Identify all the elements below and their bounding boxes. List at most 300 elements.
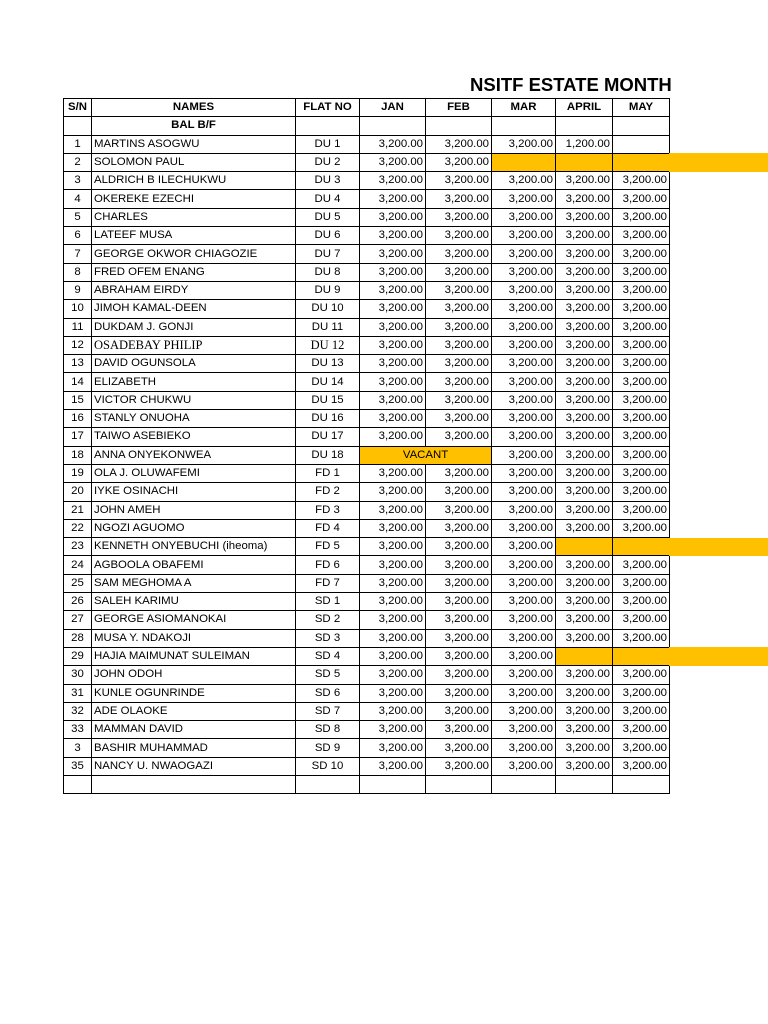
mar-cell[interactable]: 3,200.00 — [492, 538, 556, 556]
name-cell[interactable]: KENNETH ONYEBUCHI (iheoma) — [92, 538, 296, 556]
jan-cell[interactable]: 3,200.00 — [360, 501, 426, 519]
cell[interactable] — [296, 775, 360, 793]
april-cell[interactable]: 3,200.00 — [556, 757, 613, 775]
mar-cell[interactable]: 3,200.00 — [492, 428, 556, 446]
may-cell[interactable]: 3,200.00 — [613, 739, 670, 757]
april-cell[interactable]: 3,200.00 — [556, 263, 613, 281]
may-cell[interactable]: 3,200.00 — [613, 172, 670, 190]
name-cell[interactable]: DUKDAM J. GONJI — [92, 318, 296, 336]
mar-cell[interactable]: 3,200.00 — [492, 757, 556, 775]
sn-cell[interactable]: 19 — [64, 464, 92, 482]
flat-cell[interactable]: DU 18 — [296, 446, 360, 464]
april-cell[interactable]: 3,200.00 — [556, 739, 613, 757]
sn-cell[interactable]: 29 — [64, 647, 92, 665]
mar-cell[interactable]: 3,200.00 — [492, 391, 556, 409]
flat-cell[interactable]: SD 2 — [296, 611, 360, 629]
cell[interactable] — [492, 117, 556, 135]
mar-cell[interactable]: 3,200.00 — [492, 227, 556, 245]
sn-cell[interactable]: 12 — [64, 336, 92, 354]
col-header-flat[interactable]: FLAT NO — [296, 99, 360, 117]
jan-cell[interactable]: 3,200.00 — [360, 190, 426, 208]
mar-cell[interactable]: 3,200.00 — [492, 190, 556, 208]
jan-cell[interactable]: 3,200.00 — [360, 355, 426, 373]
may-cell[interactable]: 3,200.00 — [613, 501, 670, 519]
jan-cell[interactable]: 3,200.00 — [360, 227, 426, 245]
flat-cell[interactable]: DU 8 — [296, 263, 360, 281]
feb-cell[interactable]: 3,200.00 — [426, 629, 492, 647]
sn-cell[interactable]: 21 — [64, 501, 92, 519]
mar-cell[interactable]: 3,200.00 — [492, 172, 556, 190]
may-cell[interactable]: 3,200.00 — [613, 629, 670, 647]
cell[interactable] — [426, 775, 492, 793]
flat-cell[interactable]: SD 5 — [296, 666, 360, 684]
sn-cell[interactable]: 7 — [64, 245, 92, 263]
april-cell[interactable]: 3,200.00 — [556, 300, 613, 318]
april-cell[interactable]: 3,200.00 — [556, 190, 613, 208]
sn-cell[interactable]: 16 — [64, 410, 92, 428]
jan-cell[interactable]: 3,200.00 — [360, 739, 426, 757]
april-cell[interactable]: 3,200.00 — [556, 410, 613, 428]
cell[interactable] — [613, 775, 670, 793]
may-cell[interactable] — [613, 135, 670, 153]
col-header-april[interactable]: APRIL — [556, 99, 613, 117]
jan-cell[interactable]: 3,200.00 — [360, 428, 426, 446]
may-cell[interactable]: 3,200.00 — [613, 281, 670, 299]
name-cell[interactable]: JIMOH KAMAL-DEEN — [92, 300, 296, 318]
jan-cell[interactable]: 3,200.00 — [360, 135, 426, 153]
feb-cell[interactable]: 3,200.00 — [426, 336, 492, 354]
sn-cell[interactable]: 9 — [64, 281, 92, 299]
name-cell[interactable]: MUSA Y. NDAKOJI — [92, 629, 296, 647]
jan-cell[interactable]: 3,200.00 — [360, 556, 426, 574]
flat-cell[interactable]: DU 4 — [296, 190, 360, 208]
feb-cell[interactable]: 3,200.00 — [426, 318, 492, 336]
mar-cell[interactable]: 3,200.00 — [492, 684, 556, 702]
name-cell[interactable]: OLA J. OLUWAFEMI — [92, 464, 296, 482]
sn-cell[interactable]: 14 — [64, 373, 92, 391]
flat-cell[interactable]: SD 1 — [296, 593, 360, 611]
jan-cell[interactable]: 3,200.00 — [360, 318, 426, 336]
jan-cell[interactable]: 3,200.00 — [360, 373, 426, 391]
jan-cell[interactable]: 3,200.00 — [360, 464, 426, 482]
mar-cell[interactable]: 3,200.00 — [492, 556, 556, 574]
mar-cell[interactable]: 3,200.00 — [492, 263, 556, 281]
flat-cell[interactable]: DU 12 — [296, 336, 360, 354]
name-cell[interactable]: MARTINS ASOGWU — [92, 135, 296, 153]
may-cell[interactable]: 3,200.00 — [613, 190, 670, 208]
sn-cell[interactable]: 28 — [64, 629, 92, 647]
sn-cell[interactable]: 35 — [64, 757, 92, 775]
name-cell[interactable]: GEORGE ASIOMANOKAI — [92, 611, 296, 629]
flat-cell[interactable]: SD 6 — [296, 684, 360, 702]
feb-cell[interactable]: 3,200.00 — [426, 538, 492, 556]
april-cell[interactable] — [556, 153, 613, 171]
name-cell[interactable]: LATEEF MUSA — [92, 227, 296, 245]
sn-cell[interactable]: 11 — [64, 318, 92, 336]
sn-cell[interactable]: 20 — [64, 483, 92, 501]
sn-cell[interactable]: 18 — [64, 446, 92, 464]
mar-cell[interactable]: 3,200.00 — [492, 135, 556, 153]
flat-cell[interactable]: FD 7 — [296, 574, 360, 592]
may-cell[interactable]: 3,200.00 — [613, 464, 670, 482]
cell[interactable] — [64, 775, 92, 793]
mar-cell[interactable]: 3,200.00 — [492, 519, 556, 537]
may-cell[interactable]: 3,200.00 — [613, 721, 670, 739]
mar-cell[interactable]: 3,200.00 — [492, 373, 556, 391]
mar-cell[interactable]: 3,200.00 — [492, 721, 556, 739]
flat-cell[interactable]: DU 16 — [296, 410, 360, 428]
sn-cell[interactable]: 24 — [64, 556, 92, 574]
mar-cell[interactable]: 3,200.00 — [492, 501, 556, 519]
april-cell[interactable]: 3,200.00 — [556, 593, 613, 611]
mar-cell[interactable]: 3,200.00 — [492, 739, 556, 757]
flat-cell[interactable]: FD 1 — [296, 464, 360, 482]
mar-cell[interactable]: 3,200.00 — [492, 208, 556, 226]
name-cell[interactable]: DAVID OGUNSOLA — [92, 355, 296, 373]
feb-cell[interactable]: 3,200.00 — [426, 373, 492, 391]
jan-cell[interactable]: 3,200.00 — [360, 721, 426, 739]
may-cell[interactable]: 3,200.00 — [613, 373, 670, 391]
col-header-feb[interactable]: FEB — [426, 99, 492, 117]
april-cell[interactable] — [556, 647, 613, 665]
flat-cell[interactable]: DU 15 — [296, 391, 360, 409]
name-cell[interactable]: JOHN ODOH — [92, 666, 296, 684]
mar-cell[interactable]: 3,200.00 — [492, 574, 556, 592]
jan-cell[interactable]: 3,200.00 — [360, 611, 426, 629]
name-cell[interactable]: AGBOOLA OBAFEMI — [92, 556, 296, 574]
feb-cell[interactable]: 3,200.00 — [426, 739, 492, 757]
feb-cell[interactable]: 3,200.00 — [426, 135, 492, 153]
may-cell[interactable]: 3,200.00 — [613, 318, 670, 336]
feb-cell[interactable]: 3,200.00 — [426, 464, 492, 482]
sn-cell[interactable]: 27 — [64, 611, 92, 629]
flat-cell[interactable]: SD 9 — [296, 739, 360, 757]
jan-cell[interactable]: 3,200.00 — [360, 647, 426, 665]
mar-cell[interactable]: 3,200.00 — [492, 245, 556, 263]
name-cell[interactable]: IYKE OSINACHI — [92, 483, 296, 501]
feb-cell[interactable]: 3,200.00 — [426, 647, 492, 665]
april-cell[interactable]: 3,200.00 — [556, 501, 613, 519]
mar-cell[interactable]: 3,200.00 — [492, 666, 556, 684]
sn-cell[interactable]: 15 — [64, 391, 92, 409]
flat-cell[interactable]: DU 14 — [296, 373, 360, 391]
sn-cell[interactable]: 31 — [64, 684, 92, 702]
feb-cell[interactable]: 3,200.00 — [426, 556, 492, 574]
jan-cell[interactable]: 3,200.00 — [360, 336, 426, 354]
jan-cell[interactable]: 3,200.00 — [360, 702, 426, 720]
may-cell[interactable]: 3,200.00 — [613, 355, 670, 373]
mar-cell[interactable]: 3,200.00 — [492, 464, 556, 482]
may-cell[interactable] — [613, 647, 670, 665]
may-cell[interactable]: 3,200.00 — [613, 702, 670, 720]
cell[interactable] — [426, 117, 492, 135]
jan-cell[interactable]: 3,200.00 — [360, 153, 426, 171]
may-cell[interactable]: 3,200.00 — [613, 519, 670, 537]
feb-cell[interactable]: 3,200.00 — [426, 281, 492, 299]
sn-cell[interactable]: 3 — [64, 172, 92, 190]
flat-cell[interactable]: DU 1 — [296, 135, 360, 153]
april-cell[interactable]: 1,200.00 — [556, 135, 613, 153]
name-cell[interactable]: GEORGE OKWOR CHIAGOZIE — [92, 245, 296, 263]
mar-cell[interactable]: 3,200.00 — [492, 410, 556, 428]
jan-cell[interactable]: 3,200.00 — [360, 519, 426, 537]
flat-cell[interactable]: DU 2 — [296, 153, 360, 171]
flat-cell[interactable]: FD 2 — [296, 483, 360, 501]
flat-cell[interactable]: DU 10 — [296, 300, 360, 318]
may-cell[interactable]: 3,200.00 — [613, 300, 670, 318]
sn-cell[interactable]: 30 — [64, 666, 92, 684]
flat-cell[interactable]: DU 7 — [296, 245, 360, 263]
name-cell[interactable]: ELIZABETH — [92, 373, 296, 391]
name-cell[interactable]: CHARLES — [92, 208, 296, 226]
feb-cell[interactable]: 3,200.00 — [426, 410, 492, 428]
feb-cell[interactable]: 3,200.00 — [426, 208, 492, 226]
feb-cell[interactable]: 3,200.00 — [426, 684, 492, 702]
april-cell[interactable]: 3,200.00 — [556, 666, 613, 684]
sn-cell[interactable]: 6 — [64, 227, 92, 245]
flat-cell[interactable]: DU 11 — [296, 318, 360, 336]
feb-cell[interactable]: 3,200.00 — [426, 593, 492, 611]
jan-cell[interactable]: 3,200.00 — [360, 538, 426, 556]
cell[interactable] — [360, 117, 426, 135]
feb-cell[interactable]: 3,200.00 — [426, 190, 492, 208]
cell[interactable] — [556, 117, 613, 135]
col-header-may[interactable]: MAY — [613, 99, 670, 117]
name-cell[interactable]: VICTOR CHUKWU — [92, 391, 296, 409]
april-cell[interactable]: 3,200.00 — [556, 556, 613, 574]
april-cell[interactable]: 3,200.00 — [556, 519, 613, 537]
flat-cell[interactable]: SD 3 — [296, 629, 360, 647]
april-cell[interactable]: 3,200.00 — [556, 336, 613, 354]
name-cell[interactable]: NGOZI AGUOMO — [92, 519, 296, 537]
name-cell[interactable]: ALDRICH B ILECHUKWU — [92, 172, 296, 190]
mar-cell[interactable]: 3,200.00 — [492, 355, 556, 373]
jan-cell[interactable]: 3,200.00 — [360, 263, 426, 281]
may-cell[interactable]: 3,200.00 — [613, 666, 670, 684]
mar-cell[interactable]: 3,200.00 — [492, 446, 556, 464]
cell[interactable] — [92, 775, 296, 793]
may-cell[interactable]: 3,200.00 — [613, 574, 670, 592]
flat-cell[interactable]: SD 10 — [296, 757, 360, 775]
jan-cell[interactable]: 3,200.00 — [360, 208, 426, 226]
name-cell[interactable]: FRED OFEM ENANG — [92, 263, 296, 281]
cell[interactable] — [556, 775, 613, 793]
april-cell[interactable]: 3,200.00 — [556, 355, 613, 373]
jan-cell[interactable]: 3,200.00 — [360, 245, 426, 263]
col-header-names[interactable]: NAMES — [92, 99, 296, 117]
flat-cell[interactable]: DU 9 — [296, 281, 360, 299]
jan-cell[interactable]: 3,200.00 — [360, 410, 426, 428]
name-cell[interactable]: JOHN AMEH — [92, 501, 296, 519]
cell[interactable] — [360, 775, 426, 793]
feb-cell[interactable]: 3,200.00 — [426, 721, 492, 739]
april-cell[interactable]: 3,200.00 — [556, 318, 613, 336]
sn-cell[interactable]: 10 — [64, 300, 92, 318]
may-cell[interactable]: 3,200.00 — [613, 208, 670, 226]
may-cell[interactable]: 3,200.00 — [613, 428, 670, 446]
sn-cell[interactable]: 3 — [64, 739, 92, 757]
april-cell[interactable]: 3,200.00 — [556, 574, 613, 592]
jan-cell[interactable]: 3,200.00 — [360, 483, 426, 501]
feb-cell[interactable]: 3,200.00 — [426, 428, 492, 446]
flat-cell[interactable]: FD 5 — [296, 538, 360, 556]
feb-cell[interactable]: 3,200.00 — [426, 483, 492, 501]
flat-cell[interactable]: DU 3 — [296, 172, 360, 190]
sn-cell[interactable]: 25 — [64, 574, 92, 592]
name-cell[interactable]: OSADEBAY PHILIP — [92, 336, 296, 354]
name-cell[interactable]: SAM MEGHOMA A — [92, 574, 296, 592]
may-cell[interactable]: 3,200.00 — [613, 593, 670, 611]
may-cell[interactable]: 3,200.00 — [613, 556, 670, 574]
flat-cell[interactable]: FD 6 — [296, 556, 360, 574]
feb-cell[interactable]: 3,200.00 — [426, 574, 492, 592]
mar-cell[interactable]: 3,200.00 — [492, 611, 556, 629]
mar-cell[interactable]: 3,200.00 — [492, 702, 556, 720]
jan-cell[interactable]: 3,200.00 — [360, 281, 426, 299]
feb-cell[interactable]: 3,200.00 — [426, 355, 492, 373]
sn-cell[interactable]: 8 — [64, 263, 92, 281]
april-cell[interactable]: 3,200.00 — [556, 245, 613, 263]
sn-cell[interactable]: 23 — [64, 538, 92, 556]
sn-cell[interactable]: 13 — [64, 355, 92, 373]
col-header-jan[interactable]: JAN — [360, 99, 426, 117]
cell[interactable] — [613, 117, 670, 135]
jan-cell[interactable]: 3,200.00 — [360, 666, 426, 684]
sn-cell[interactable]: 1 — [64, 135, 92, 153]
flat-cell[interactable]: SD 8 — [296, 721, 360, 739]
jan-cell[interactable]: 3,200.00 — [360, 593, 426, 611]
name-cell[interactable]: STANLY ONUOHA — [92, 410, 296, 428]
cell[interactable] — [296, 117, 360, 135]
name-cell[interactable]: ANNA ONYEKONWEA — [92, 446, 296, 464]
april-cell[interactable]: 3,200.00 — [556, 208, 613, 226]
flat-cell[interactable]: DU 13 — [296, 355, 360, 373]
feb-cell[interactable]: 3,200.00 — [426, 611, 492, 629]
cell[interactable] — [64, 117, 92, 135]
feb-cell[interactable]: 3,200.00 — [426, 245, 492, 263]
feb-cell[interactable]: 3,200.00 — [426, 153, 492, 171]
april-cell[interactable]: 3,200.00 — [556, 702, 613, 720]
april-cell[interactable]: 3,200.00 — [556, 629, 613, 647]
flat-cell[interactable]: DU 17 — [296, 428, 360, 446]
name-cell[interactable]: HAJIA MAIMUNAT SULEIMAN — [92, 647, 296, 665]
april-cell[interactable]: 3,200.00 — [556, 483, 613, 501]
flat-cell[interactable]: DU 5 — [296, 208, 360, 226]
name-cell[interactable]: KUNLE OGUNRINDE — [92, 684, 296, 702]
may-cell[interactable]: 3,200.00 — [613, 684, 670, 702]
may-cell[interactable] — [613, 153, 670, 171]
col-header-sn[interactable]: S/N — [64, 99, 92, 117]
feb-cell[interactable]: 3,200.00 — [426, 391, 492, 409]
april-cell[interactable]: 3,200.00 — [556, 721, 613, 739]
feb-cell[interactable]: 3,200.00 — [426, 172, 492, 190]
vacant-cell[interactable]: VACANT — [360, 446, 492, 464]
name-cell[interactable]: SALEH KARIMU — [92, 593, 296, 611]
feb-cell[interactable]: 3,200.00 — [426, 501, 492, 519]
april-cell[interactable]: 3,200.00 — [556, 391, 613, 409]
jan-cell[interactable]: 3,200.00 — [360, 757, 426, 775]
name-cell[interactable]: BASHIR MUHAMMAD — [92, 739, 296, 757]
april-cell[interactable]: 3,200.00 — [556, 611, 613, 629]
name-cell[interactable]: SOLOMON PAUL — [92, 153, 296, 171]
mar-cell[interactable]: 3,200.00 — [492, 593, 556, 611]
mar-cell[interactable]: 3,200.00 — [492, 336, 556, 354]
mar-cell[interactable]: 3,200.00 — [492, 483, 556, 501]
sn-cell[interactable]: 4 — [64, 190, 92, 208]
mar-cell[interactable]: 3,200.00 — [492, 629, 556, 647]
col-header-mar[interactable]: MAR — [492, 99, 556, 117]
feb-cell[interactable]: 3,200.00 — [426, 757, 492, 775]
april-cell[interactable]: 3,200.00 — [556, 172, 613, 190]
jan-cell[interactable]: 3,200.00 — [360, 172, 426, 190]
may-cell[interactable]: 3,200.00 — [613, 227, 670, 245]
may-cell[interactable]: 3,200.00 — [613, 263, 670, 281]
april-cell[interactable]: 3,200.00 — [556, 428, 613, 446]
feb-cell[interactable]: 3,200.00 — [426, 519, 492, 537]
name-cell[interactable]: ADE OLAOKE — [92, 702, 296, 720]
mar-cell[interactable] — [492, 153, 556, 171]
may-cell[interactable]: 3,200.00 — [613, 410, 670, 428]
sn-cell[interactable]: 22 — [64, 519, 92, 537]
april-cell[interactable]: 3,200.00 — [556, 281, 613, 299]
name-cell[interactable]: MAMMAN DAVID — [92, 721, 296, 739]
feb-cell[interactable]: 3,200.00 — [426, 263, 492, 281]
may-cell[interactable]: 3,200.00 — [613, 336, 670, 354]
feb-cell[interactable]: 3,200.00 — [426, 666, 492, 684]
april-cell[interactable]: 3,200.00 — [556, 373, 613, 391]
bal-bf-label[interactable]: BAL B/F — [92, 117, 296, 135]
april-cell[interactable]: 3,200.00 — [556, 464, 613, 482]
may-cell[interactable] — [613, 538, 670, 556]
may-cell[interactable]: 3,200.00 — [613, 483, 670, 501]
april-cell[interactable]: 3,200.00 — [556, 446, 613, 464]
may-cell[interactable]: 3,200.00 — [613, 446, 670, 464]
sn-cell[interactable]: 5 — [64, 208, 92, 226]
sn-cell[interactable]: 2 — [64, 153, 92, 171]
name-cell[interactable]: NANCY U. NWAOGAZI — [92, 757, 296, 775]
april-cell[interactable]: 3,200.00 — [556, 684, 613, 702]
sn-cell[interactable]: 32 — [64, 702, 92, 720]
sn-cell[interactable]: 33 — [64, 721, 92, 739]
mar-cell[interactable]: 3,200.00 — [492, 318, 556, 336]
feb-cell[interactable]: 3,200.00 — [426, 702, 492, 720]
jan-cell[interactable]: 3,200.00 — [360, 629, 426, 647]
mar-cell[interactable]: 3,200.00 — [492, 281, 556, 299]
feb-cell[interactable]: 3,200.00 — [426, 227, 492, 245]
jan-cell[interactable]: 3,200.00 — [360, 684, 426, 702]
sn-cell[interactable]: 17 — [64, 428, 92, 446]
may-cell[interactable]: 3,200.00 — [613, 611, 670, 629]
flat-cell[interactable]: FD 3 — [296, 501, 360, 519]
flat-cell[interactable]: SD 7 — [296, 702, 360, 720]
mar-cell[interactable]: 3,200.00 — [492, 300, 556, 318]
april-cell[interactable]: 3,200.00 — [556, 227, 613, 245]
feb-cell[interactable]: 3,200.00 — [426, 300, 492, 318]
may-cell[interactable]: 3,200.00 — [613, 245, 670, 263]
flat-cell[interactable]: SD 4 — [296, 647, 360, 665]
name-cell[interactable]: TAIWO ASEBIEKO — [92, 428, 296, 446]
jan-cell[interactable]: 3,200.00 — [360, 300, 426, 318]
flat-cell[interactable]: FD 4 — [296, 519, 360, 537]
cell[interactable] — [492, 775, 556, 793]
may-cell[interactable]: 3,200.00 — [613, 391, 670, 409]
name-cell[interactable]: ABRAHAM EIRDY — [92, 281, 296, 299]
jan-cell[interactable]: 3,200.00 — [360, 574, 426, 592]
flat-cell[interactable]: DU 6 — [296, 227, 360, 245]
sn-cell[interactable]: 26 — [64, 593, 92, 611]
mar-cell[interactable]: 3,200.00 — [492, 647, 556, 665]
jan-cell[interactable]: 3,200.00 — [360, 391, 426, 409]
